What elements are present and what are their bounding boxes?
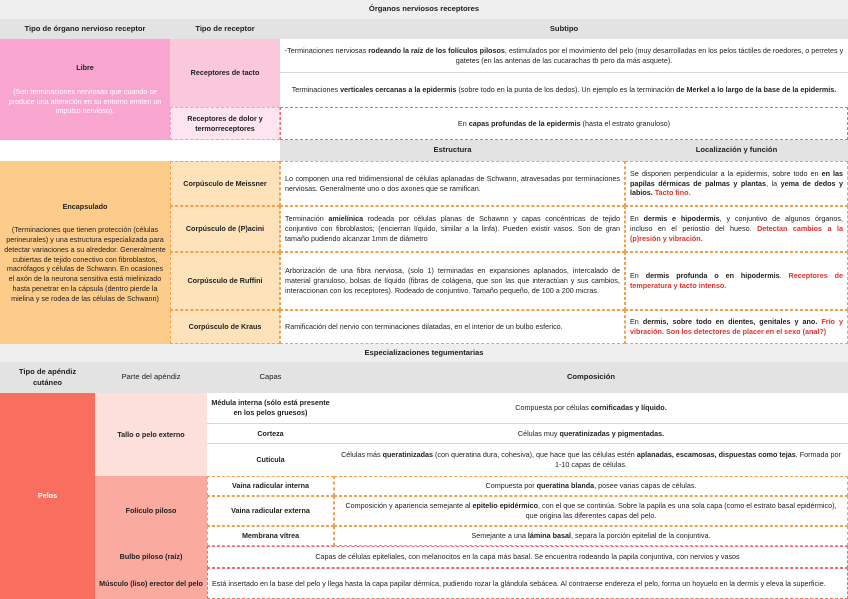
comp-vaina-interna: Compuesta por queratina blanda, posee varias capas de células. bbox=[334, 476, 848, 496]
kraus-estructura: Ramificación del nervio con terminaciones dilatadas, en el interior de un bulbo esferico. bbox=[280, 310, 625, 344]
section1-title: Órganos nerviosos receptores bbox=[0, 0, 848, 19]
col-header-capas: Capas bbox=[207, 362, 334, 393]
col-header-organ: Tipo de órgano nervioso receptor bbox=[0, 19, 170, 39]
corpusculo-kraus: Corpúsculo de Kraus bbox=[170, 310, 280, 344]
corpusculo-ruffini: Corpúsculo de Ruffini bbox=[170, 252, 280, 310]
receptores-tacto: Receptores de tacto bbox=[170, 39, 280, 107]
section2-title: Especializaciones tegumentarias bbox=[0, 344, 848, 362]
encapsulado-header-blank bbox=[170, 140, 280, 161]
capa-membrana-vitrea: Membrana vítrea bbox=[207, 526, 334, 546]
comp-corteza: Células muy queratinizadas y pigmentadas. bbox=[334, 424, 848, 444]
ruffini-localizacion: En dermis profunda o en hipodermis. Receptores de temperatura y tacto intenso. bbox=[625, 252, 848, 310]
capa-vaina-interna: Vaina radicular interna bbox=[207, 476, 334, 496]
col-header-receptor: Tipo de receptor bbox=[170, 19, 280, 39]
capa-corteza: Corteza bbox=[207, 424, 334, 444]
meissner-estructura: Lo componen una red tridimensional de células aplanadas de Schwann, atravesadas por terminaciones nerviosas. Generalmente uno o dos axones que se ramifican. bbox=[280, 161, 625, 206]
encapsulado-title: Encapsulado bbox=[62, 201, 108, 211]
pacini-estructura: Terminación amielínica rodeada por células planas de Schawnn y capas concéntricas de tejido conjuntivo con fibroblastos; (encierran líquido, similar a la linfa). Pueden existir vasos. Son de gran tamaño pudiendo alcanzar 1mm de diámetro bbox=[280, 206, 625, 252]
libre-title: Libre bbox=[76, 63, 94, 73]
meissner-localizacion: Se disponen perpendicular a la epidermis, sobre todo en en las papilas dérmicas de palmas y plantas, la yema de dedos y labios. Tacto fino. bbox=[625, 161, 848, 206]
capa-medula: Médula interna (sólo está presente en los pelos gruesos) bbox=[207, 393, 334, 424]
comp-vaina-externa: Composición y apariencia semejante al epitelio epidérmico, con el que se continúa. Sobre la papila es una sola capa (como el estrato basal epidérmico), que origina las diferentes capas del pelo. bbox=[334, 496, 848, 526]
capa-cuticula: Cutícula bbox=[256, 455, 285, 465]
tallo-pelo-externo: Tallo o pelo externo bbox=[95, 393, 207, 476]
ruffini-estructura: Arborización de una fibra nerviosa, (solo 1) terminadas en expansiones aplanados, intercalado de material granuloso, bolsas de líquido (fibras de colágena, que son las que interactúan y sus cambios, interaccionan con los receptores). Rodeado de conjuntivo. Tamaño pequeño, de 100 a 200 micras. bbox=[280, 252, 625, 310]
libre-description: (Son terminaciones nerviosas que cuando se produce una alteración en su entorno emiten un impulso nervioso). bbox=[8, 86, 162, 116]
dolor-subtipo: En capas profundas de la epidermis (hasta el estrato granuloso) bbox=[280, 107, 848, 140]
col-header-tipo-apendiz: Tipo de apéndiz cutáneo bbox=[0, 362, 95, 393]
col-header-parte: Parte del apéndiz bbox=[95, 362, 207, 393]
comp-bulbo: Capas de células epiteliales, con melanocitos en la capa más basal. Se encuentra rodeando la papila conjuntiva, con nervios y vasos bbox=[207, 546, 848, 568]
comp-membrana-vitrea: Semejante a una lámina basal, separa la porción epitelial de la conjuntiva. bbox=[334, 526, 848, 546]
comp-musculo: Está insertado en la base del pelo y llega hasta la capa papilar dérmica, pudiendo rozar la glándula sebácea. Al contraerse endereza el pelo, forma un hoyuelo en la dermis y eleva la superficie. bbox=[207, 568, 848, 599]
pelos-cell: Pelos bbox=[0, 393, 95, 599]
comp-cuticula: Células más queratinizadas (con queratina dura, cohesiva), que hace que las células estén aplanadas, escamosas, dispuestas como tejas. Formada por 1-10 capas de células. bbox=[341, 450, 841, 469]
kraus-localizacion: En dermis, sobre todo en dientes, genitales y ano. Frío y vibración. Son los detectores de placer en el sexo (anal?) bbox=[625, 310, 848, 344]
corpusculo-meissner: Corpúsculo de Meissner bbox=[170, 161, 280, 206]
capa-vaina-externa: Vaina radicular externa bbox=[207, 496, 334, 526]
comp-medula: Compuesta por células cornificadas y líquido. bbox=[334, 393, 848, 424]
musculo-erector: Músculo (liso) erector del pelo bbox=[95, 568, 207, 599]
encapsulado-cell bbox=[0, 161, 170, 344]
col-header-composicion: Composición bbox=[334, 362, 848, 393]
corpusculo-pacini: Corpúsculo de (P)acini bbox=[170, 206, 280, 252]
encapsulado-description: (Terminaciones que tienen protección (células perineurales) y una estructura especializada para detectar variaciones a su alrededor. Generalmente cubiertas de tejido conectivo con fibroblastos, macrófagos y células de Schwann. En ocasiones el axón de la neurona sensitiva está mielinizado hasta penetrar en la cápsula (dentro pierde la mielina y se rodea de las células de Schwann) bbox=[4, 225, 166, 303]
pacini-localizacion: En dermis e hipodermis, y conjuntivo de algunos órganos, incluso en el periostio del hueso. Detectan cambios a la (p)resión y vibración. bbox=[625, 206, 848, 252]
receptores-dolor: Receptores de dolor y termorreceptores bbox=[170, 107, 280, 140]
col-header-subtipo: Subtipo bbox=[280, 19, 848, 39]
foliculo-piloso: Folículo piloso bbox=[95, 476, 207, 546]
tacto-row-2: Terminaciones verticales cercanas a la epidermis (sobre todo en la punta de los dedos). Un ejemplo es la terminación de Merkel a lo largo de la base de la epidermis. bbox=[291, 85, 837, 95]
bulbo-piloso: Bulbo piloso (raíz) bbox=[95, 546, 207, 568]
libre-cell bbox=[0, 39, 170, 140]
tacto-row-1: -Terminaciones nerviosas rodeando la raíz de los folículos pilosos, estimulados por el movimiento del pelo (muy desarrolladas en los pelos táctiles de roedores, o perretes y gatetes (en las antenas de las cucarachas tb pero da más asquete). bbox=[280, 39, 848, 73]
col-header-localizacion: Localización y función bbox=[625, 140, 848, 161]
col-header-estructura: Estructura bbox=[280, 140, 625, 161]
